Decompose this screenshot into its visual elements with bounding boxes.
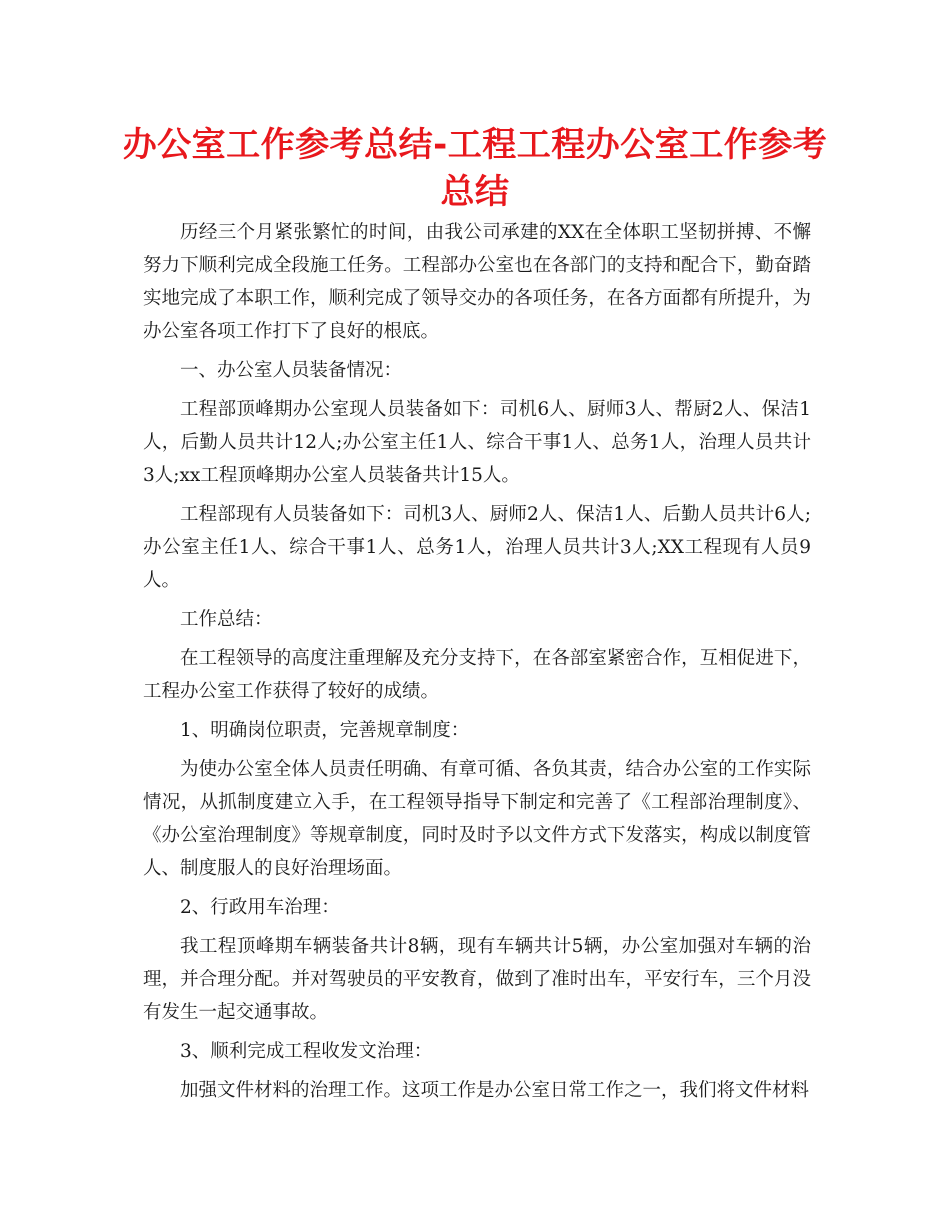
subheading-responsibilities: 1、明确岗位职责，完善规章制度： <box>180 720 470 741</box>
document-title: 办公室工作参考总结-工程工程办公室工作参考总结 <box>122 125 828 212</box>
paragraph-current-staffing: 工程部现有人员装备如下：司机3人、厨师2人、保洁1人、后勤人员共计6人;办公室主任1人、综合干事1人、总务1人，治理人员共计3人;XX工程现有人员9人。 <box>143 504 811 591</box>
paragraph-summary: 在工程领导的高度注重理解及充分支持下，在各部室紧密合作，互相促进下，工程办公室工作获得了较好的成绩。 <box>143 648 811 702</box>
paragraph-intro: 历经三个月紧张繁忙的时间，由我公司承建的XX在全体职工坚韧拼搏、不懈努力下顺利完成全段施工任务。工程部办公室也在各部门的支持和配合下，勤奋踏实地完成了本职工作，顺利完成了领导交办的各项任务，在各方面都有所提升，为办公室各项工作打下了良好的根底。 <box>143 222 811 342</box>
paragraph-peak-staffing: 工程部顶峰期办公室现人员装备如下：司机6人、厨师3人、帮厨2人、保洁1人，后勤人员共计12人;办公室主任1人、综合干事1人、总务1人，治理人员共计3人;xx工程顶峰期办公室人员装备共计15人。 <box>143 399 811 486</box>
paragraph-responsibilities: 为使办公室全体人员责任明确、有章可循、各负其责，结合办公室的工作实际情况，从抓制度建立入手，在工程领导指导下制定和完善了《工程部治理制度》、《办公室治理制度》等规章制度，同时及时予以文件方式下发落实，构成以制度管人、制度服人的良好治理场面。 <box>143 759 811 879</box>
paragraph-documents: 加强文件材料的治理工作。这项工作是办公室日常工作之一，我们将文件材料 <box>180 1080 810 1101</box>
section-heading-summary: 工作总结： <box>180 609 273 630</box>
section-heading-staffing: 一、办公室人员装备情况： <box>180 360 403 381</box>
subheading-documents: 3、顺利完成工程收发文治理： <box>180 1041 433 1062</box>
paragraph-vehicles: 我工程顶峰期车辆装备共计8辆，现有车辆共计5辆，办公室加强对车辆的治理，并合理分配。并对驾驶员的平安教育，做到了准时出车，平安行车，三个月没有发生一起交通事故。 <box>143 936 811 1023</box>
subheading-vehicles: 2、行政用车治理： <box>180 897 340 918</box>
document-body <box>143 216 811 1113</box>
